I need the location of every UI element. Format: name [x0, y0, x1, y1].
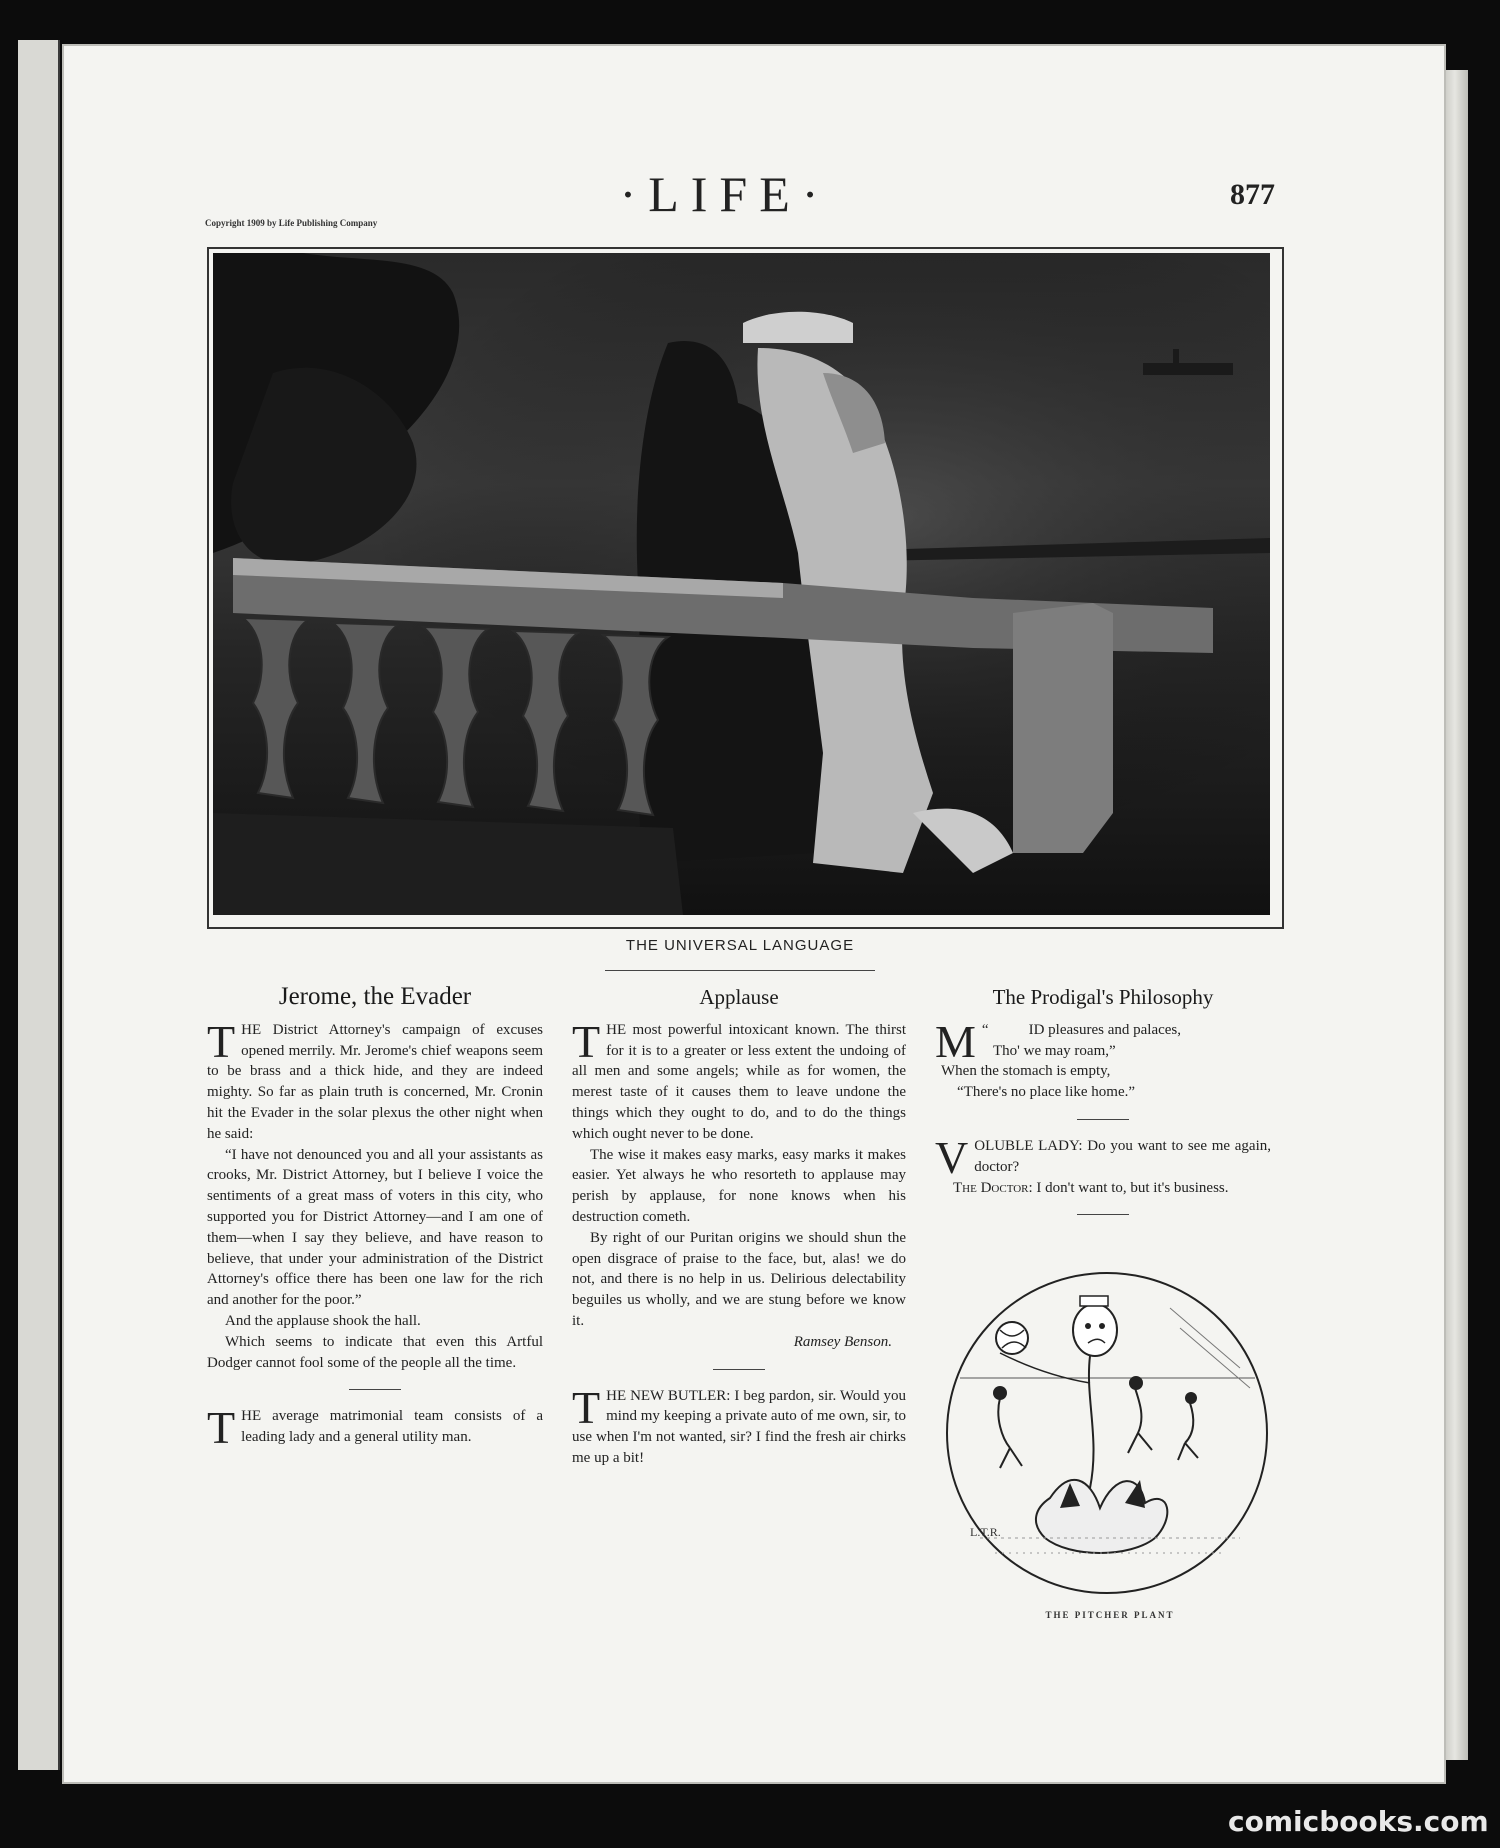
caption-rule	[605, 970, 875, 971]
page-number: 877	[1230, 178, 1275, 211]
section-rule	[349, 1389, 401, 1390]
paragraph-text: HE District Attorney's campaign of excuses opened merrily. Mr. Jerome's chief weapons seem to be brass and a thick hide, and they are indeed mighty. So far as plain truth is concerned, Mr. Cronin hit the Evader in the solar plexus the other night when he said:	[207, 1021, 543, 1142]
main-illustration	[207, 247, 1284, 929]
site-watermark: comicbooks.com	[1228, 1805, 1489, 1838]
prodigal-verse	[935, 1015, 1271, 1103]
voluble-lady-line	[935, 1131, 1271, 1183]
dropcap: T	[207, 1015, 236, 1067]
masthead: ·LIFE·	[619, 166, 831, 222]
matrimonial-paragraph	[207, 1402, 543, 1454]
copyright-line: Copyright 1909 by Life Publishing Company	[205, 218, 378, 228]
section-rule	[713, 1369, 765, 1370]
author-signature: Ramsey Benson.	[793, 1333, 892, 1350]
dropcap: T	[572, 1015, 601, 1067]
night-balcony-illustration	[213, 253, 1270, 915]
article-title-prodigal: The Prodigal's Philosophy	[992, 985, 1214, 1009]
jerome-paragraph-3: And the applause shook the hall.	[225, 1312, 421, 1329]
applause-paragraph-1	[572, 1015, 906, 1145]
jerome-paragraph-1	[207, 1015, 543, 1145]
section-rule	[1077, 1119, 1129, 1120]
dropcap: M	[935, 1015, 976, 1067]
butler-paragraph	[572, 1381, 906, 1469]
paragraph-text: HE average matrimonial team consists of a leading lady and a general utility man.	[241, 1408, 543, 1446]
speaker-name: The Doctor	[953, 1179, 1029, 1196]
paragraph-text: HE NEW BUTLER: I beg pardon, sir. Would you mind my keeping a private auto of me own, sir, to use when I'm not wanted, sir? I find the fresh air chirks me up a bit!	[572, 1387, 906, 1466]
jerome-paragraph-2: “I have not denounced you and all your assistants as crooks, Mr. District Attorney, but I believe I voice the sentiments of a great mass of voters in this city, who supported you for District Attorney—and I am one of them—when I say they believe, and have reason to believe, that under your administration of the District Attorney's office there has been one law for the rich and another for the poor.”	[207, 1146, 543, 1309]
illustration-caption: THE UNIVERSAL LANGUAGE	[625, 937, 855, 954]
facing-page-edge	[18, 40, 60, 1770]
column-applause	[572, 987, 906, 1469]
dropcap: V	[935, 1131, 969, 1183]
article-title-jerome: Jerome, the Evader	[278, 983, 472, 1010]
jerome-paragraph-4: Which seems to indicate that even this Artful Dodger cannot fool some of the people all the time.	[207, 1333, 543, 1371]
cartoon-signature: L.T.R.	[970, 1525, 1001, 1539]
cartoon-caption: THE PITCHER PLANT	[1045, 1610, 1175, 1620]
verse-line-3: When the stomach is empty,	[941, 1063, 1111, 1080]
article-title-applause: Applause	[699, 985, 779, 1009]
dialog-text: : I don't want to, but it's business.	[1028, 1179, 1229, 1196]
paragraph-text: HE most powerful intoxicant known. The thirst for it is to a greater or less extent the undoing of all men and some angels; while as for women, the merest taste of it causes them to leave undone the things which they ought to do, and to do the things which ought never to be done.	[572, 1021, 906, 1142]
doctor-line	[935, 1178, 1271, 1199]
verse-line-2: Tho' we may roam,”	[993, 1042, 1116, 1059]
dropcap: T	[207, 1402, 236, 1454]
dropcap: T	[572, 1381, 601, 1433]
column-prodigal	[935, 987, 1271, 1231]
pitcher-plant-drawing	[940, 1268, 1275, 1598]
applause-paragraph-3: By right of our Puritan origins we should shun the open disgrace of praise to the face, but, alas! we do not, and there is no help in us. Delirious delectability beguiles us wholly, and we are stung before we know it.	[572, 1229, 906, 1329]
dialog-text: OLUBLE LADY: Do you want to see me again, doctor?	[974, 1137, 1271, 1175]
verse-text: ID pleasures and palaces,	[1028, 1021, 1182, 1038]
verse-line-4: “There's no place like home.”	[957, 1084, 1136, 1101]
open-quote: “	[981, 1021, 989, 1038]
pitcher-plant-cartoon	[940, 1268, 1275, 1598]
column-jerome-the-evader	[207, 983, 543, 1454]
page-stack-edge	[1446, 70, 1468, 1760]
section-rule	[1077, 1214, 1129, 1215]
applause-paragraph-2: The wise it makes easy marks, easy marks it makes easier. Yet always he who resorteth to applause may perish by applause, for none knows when his destruction cometh.	[572, 1146, 906, 1225]
